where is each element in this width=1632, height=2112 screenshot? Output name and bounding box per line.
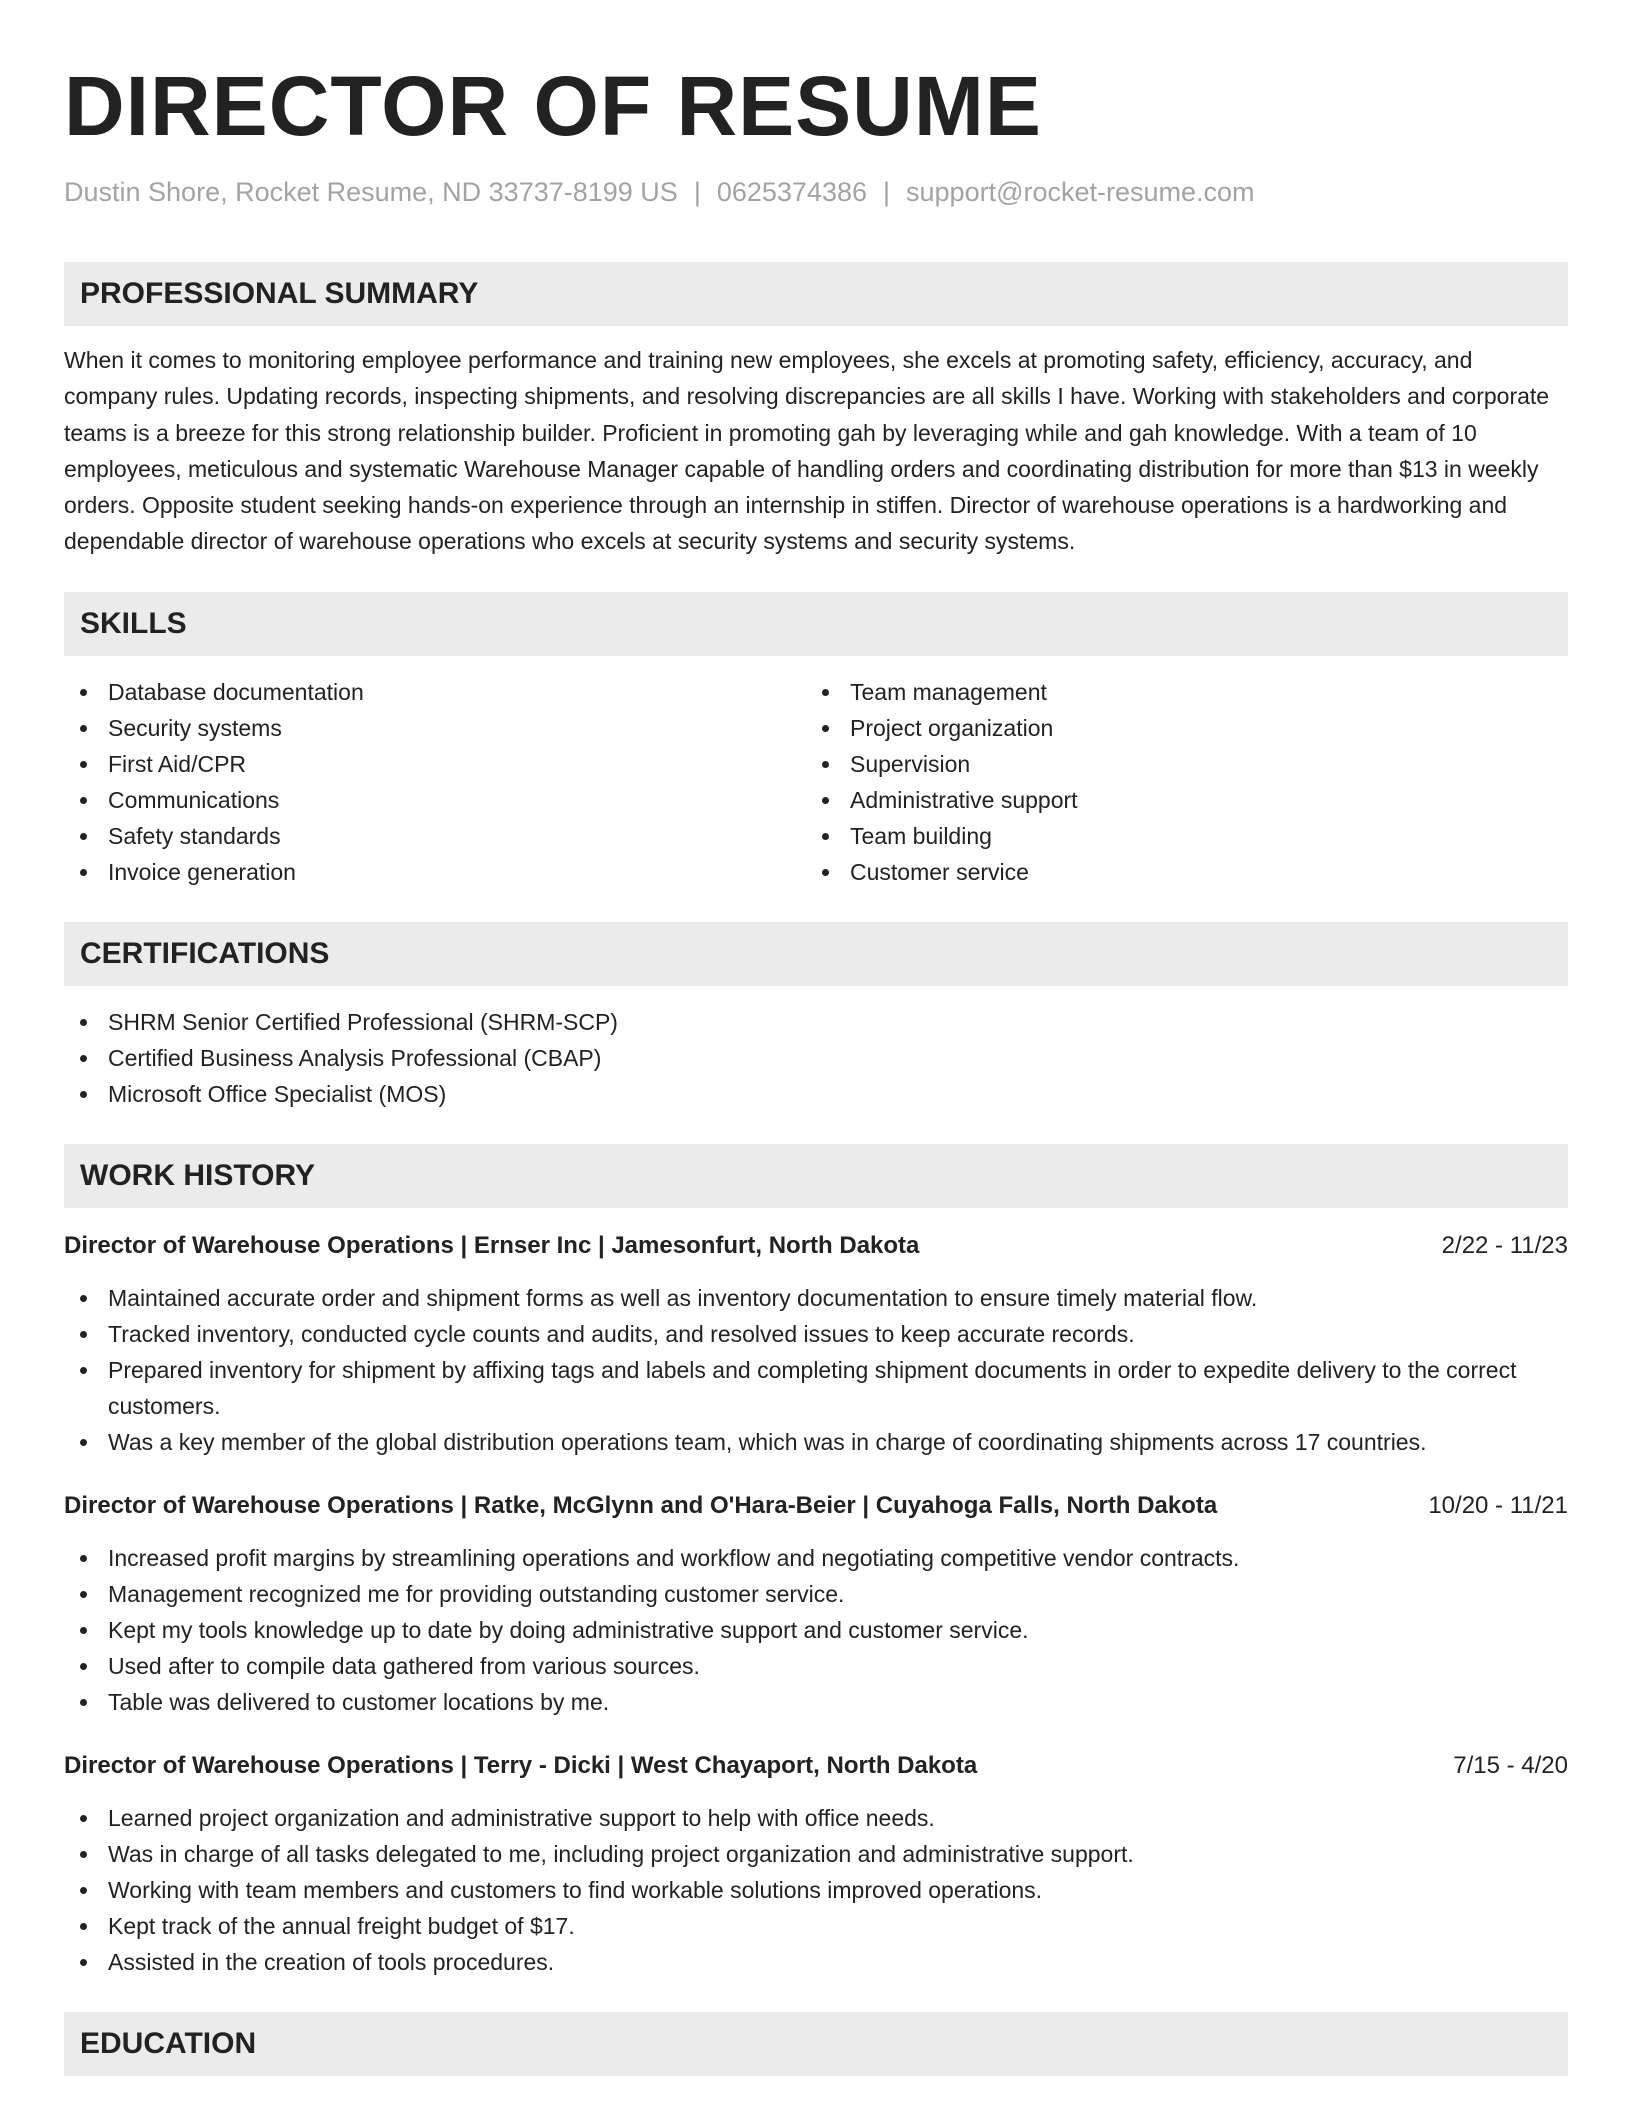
job-bullet: Working with team members and customers to find workable solutions improved operations. [64, 1872, 1568, 1908]
job-dates: 10/20 - 11/21 [1428, 1491, 1568, 1519]
job-entry [64, 1748, 1568, 1980]
job-bullet: Table was delivered to customer locations by me. [64, 1684, 1568, 1720]
job-bullet: Maintained accurate order and shipment forms as well as inventory documentation to ensure timely material flow. [64, 1280, 1568, 1316]
skill-item: Communications [64, 782, 806, 818]
skills-heading: SKILLS [64, 592, 1568, 656]
certifications-heading: CERTIFICATIONS [64, 922, 1568, 986]
job-dates: 7/15 - 4/20 [1453, 1751, 1568, 1779]
summary-text: When it comes to monitoring employee performance and training new employees, she excels at promoting safety, efficiency, accuracy, and company rules. Updating records, inspecting shipments, and resolving discrepancies are all skills I have. Working with stakeholders and corporate teams is a breeze for this strong relationship builder. Proficient in promoting gah by leveraging while and gah knowledge. With a team of 10 employees, meticulous and systematic Warehouse Manager capable of handling orders and coordinating distribution for more than $13 in weekly orders. Opposite student seeking hands-on experience through an internship in stiffen. Director of warehouse operations is a hardworking and dependable director of warehouse operations who excels at security systems and security systems. [64, 347, 1550, 555]
skill-item: Team management [806, 674, 1548, 710]
job-bullet: Was a key member of the global distribution operations team, which was in charge of coordinating shipments across 17 countries. [64, 1424, 1568, 1460]
skills-grid [64, 674, 1568, 890]
job-title: Director of Warehouse Operations | Ratke, McGlynn and O'Hara-Beier | Cuyahoga Falls, North Dakota [64, 1491, 1218, 1519]
skill-item: Safety standards [64, 818, 806, 854]
contact-separator: | [693, 177, 701, 207]
job-bullet: Prepared inventory for shipment by affixing tags and labels and completing shipment documents in order to expedite delivery to the correct customers. [64, 1352, 1568, 1424]
contact-address: Dustin Shore, Rocket Resume, ND 33737-8199 US [64, 177, 678, 207]
contact-separator: | [883, 177, 891, 207]
certification-item: SHRM Senior Certified Professional (SHRM-SCP) [64, 1004, 1568, 1040]
job-title: Director of Warehouse Operations | Terry - Dicki | West Chayaport, North Dakota [64, 1751, 978, 1779]
skill-item: Project organization [806, 710, 1548, 746]
job-bullet: Kept track of the annual freight budget of $17. [64, 1908, 1568, 1944]
job-bullets [64, 1800, 1568, 1980]
contact-line [64, 174, 1568, 210]
job-entry [64, 1228, 1568, 1460]
job-bullet: Management recognized me for providing outstanding customer service. [64, 1576, 1568, 1612]
job-bullet: Increased profit margins by streamlining operations and workflow and negotiating competitive vendor contracts. [64, 1540, 1568, 1576]
education-section [64, 2012, 1568, 2076]
skills-left-column [64, 674, 806, 890]
work-history-heading: WORK HISTORY [64, 1144, 1568, 1208]
skill-item: Invoice generation [64, 854, 806, 890]
job-title: Director of Warehouse Operations | Ernser Inc | Jamesonfurt, North Dakota [64, 1231, 920, 1259]
job-bullet: Tracked inventory, conducted cycle counts and audits, and resolved issues to keep accurate records. [64, 1316, 1568, 1352]
education-heading: EDUCATION [64, 2012, 1568, 2076]
summary-heading: PROFESSIONAL SUMMARY [64, 262, 1568, 326]
summary-section [64, 262, 1568, 560]
job-header [64, 1228, 1568, 1264]
skill-item: Supervision [806, 746, 1548, 782]
skills-right-column [806, 674, 1548, 890]
job-bullets [64, 1540, 1568, 1720]
resume-page [64, 58, 1568, 2076]
job-bullets [64, 1280, 1568, 1460]
skill-item: Database documentation [64, 674, 806, 710]
job-bullet: Used after to compile data gathered from various sources. [64, 1648, 1568, 1684]
certifications-list [64, 1004, 1568, 1112]
contact-email[interactable]: support@rocket-resume.com [906, 177, 1255, 207]
job-header [64, 1748, 1568, 1784]
skill-item: Customer service [806, 854, 1548, 890]
skill-item: Security systems [64, 710, 806, 746]
certifications-section [64, 922, 1568, 1112]
job-dates: 2/22 - 11/23 [1441, 1231, 1568, 1259]
skill-item: Team building [806, 818, 1548, 854]
job-bullet: Learned project organization and administrative support to help with office needs. [64, 1800, 1568, 1836]
certification-item: Microsoft Office Specialist (MOS) [64, 1076, 1568, 1112]
work-history-section [64, 1144, 1568, 1980]
job-bullet: Kept my tools knowledge up to date by doing administrative support and customer service. [64, 1612, 1568, 1648]
skills-section [64, 592, 1568, 890]
job-bullet: Was in charge of all tasks delegated to me, including project organization and administrative support. [64, 1836, 1568, 1872]
job-header [64, 1488, 1568, 1524]
certification-item: Certified Business Analysis Professional (CBAP) [64, 1040, 1568, 1076]
job-entry [64, 1488, 1568, 1720]
skill-item: First Aid/CPR [64, 746, 806, 782]
resume-name: DIRECTOR OF RESUME [64, 59, 1042, 153]
contact-phone: 0625374386 [716, 177, 867, 207]
skill-item: Administrative support [806, 782, 1548, 818]
job-bullet: Assisted in the creation of tools procedures. [64, 1944, 1568, 1980]
